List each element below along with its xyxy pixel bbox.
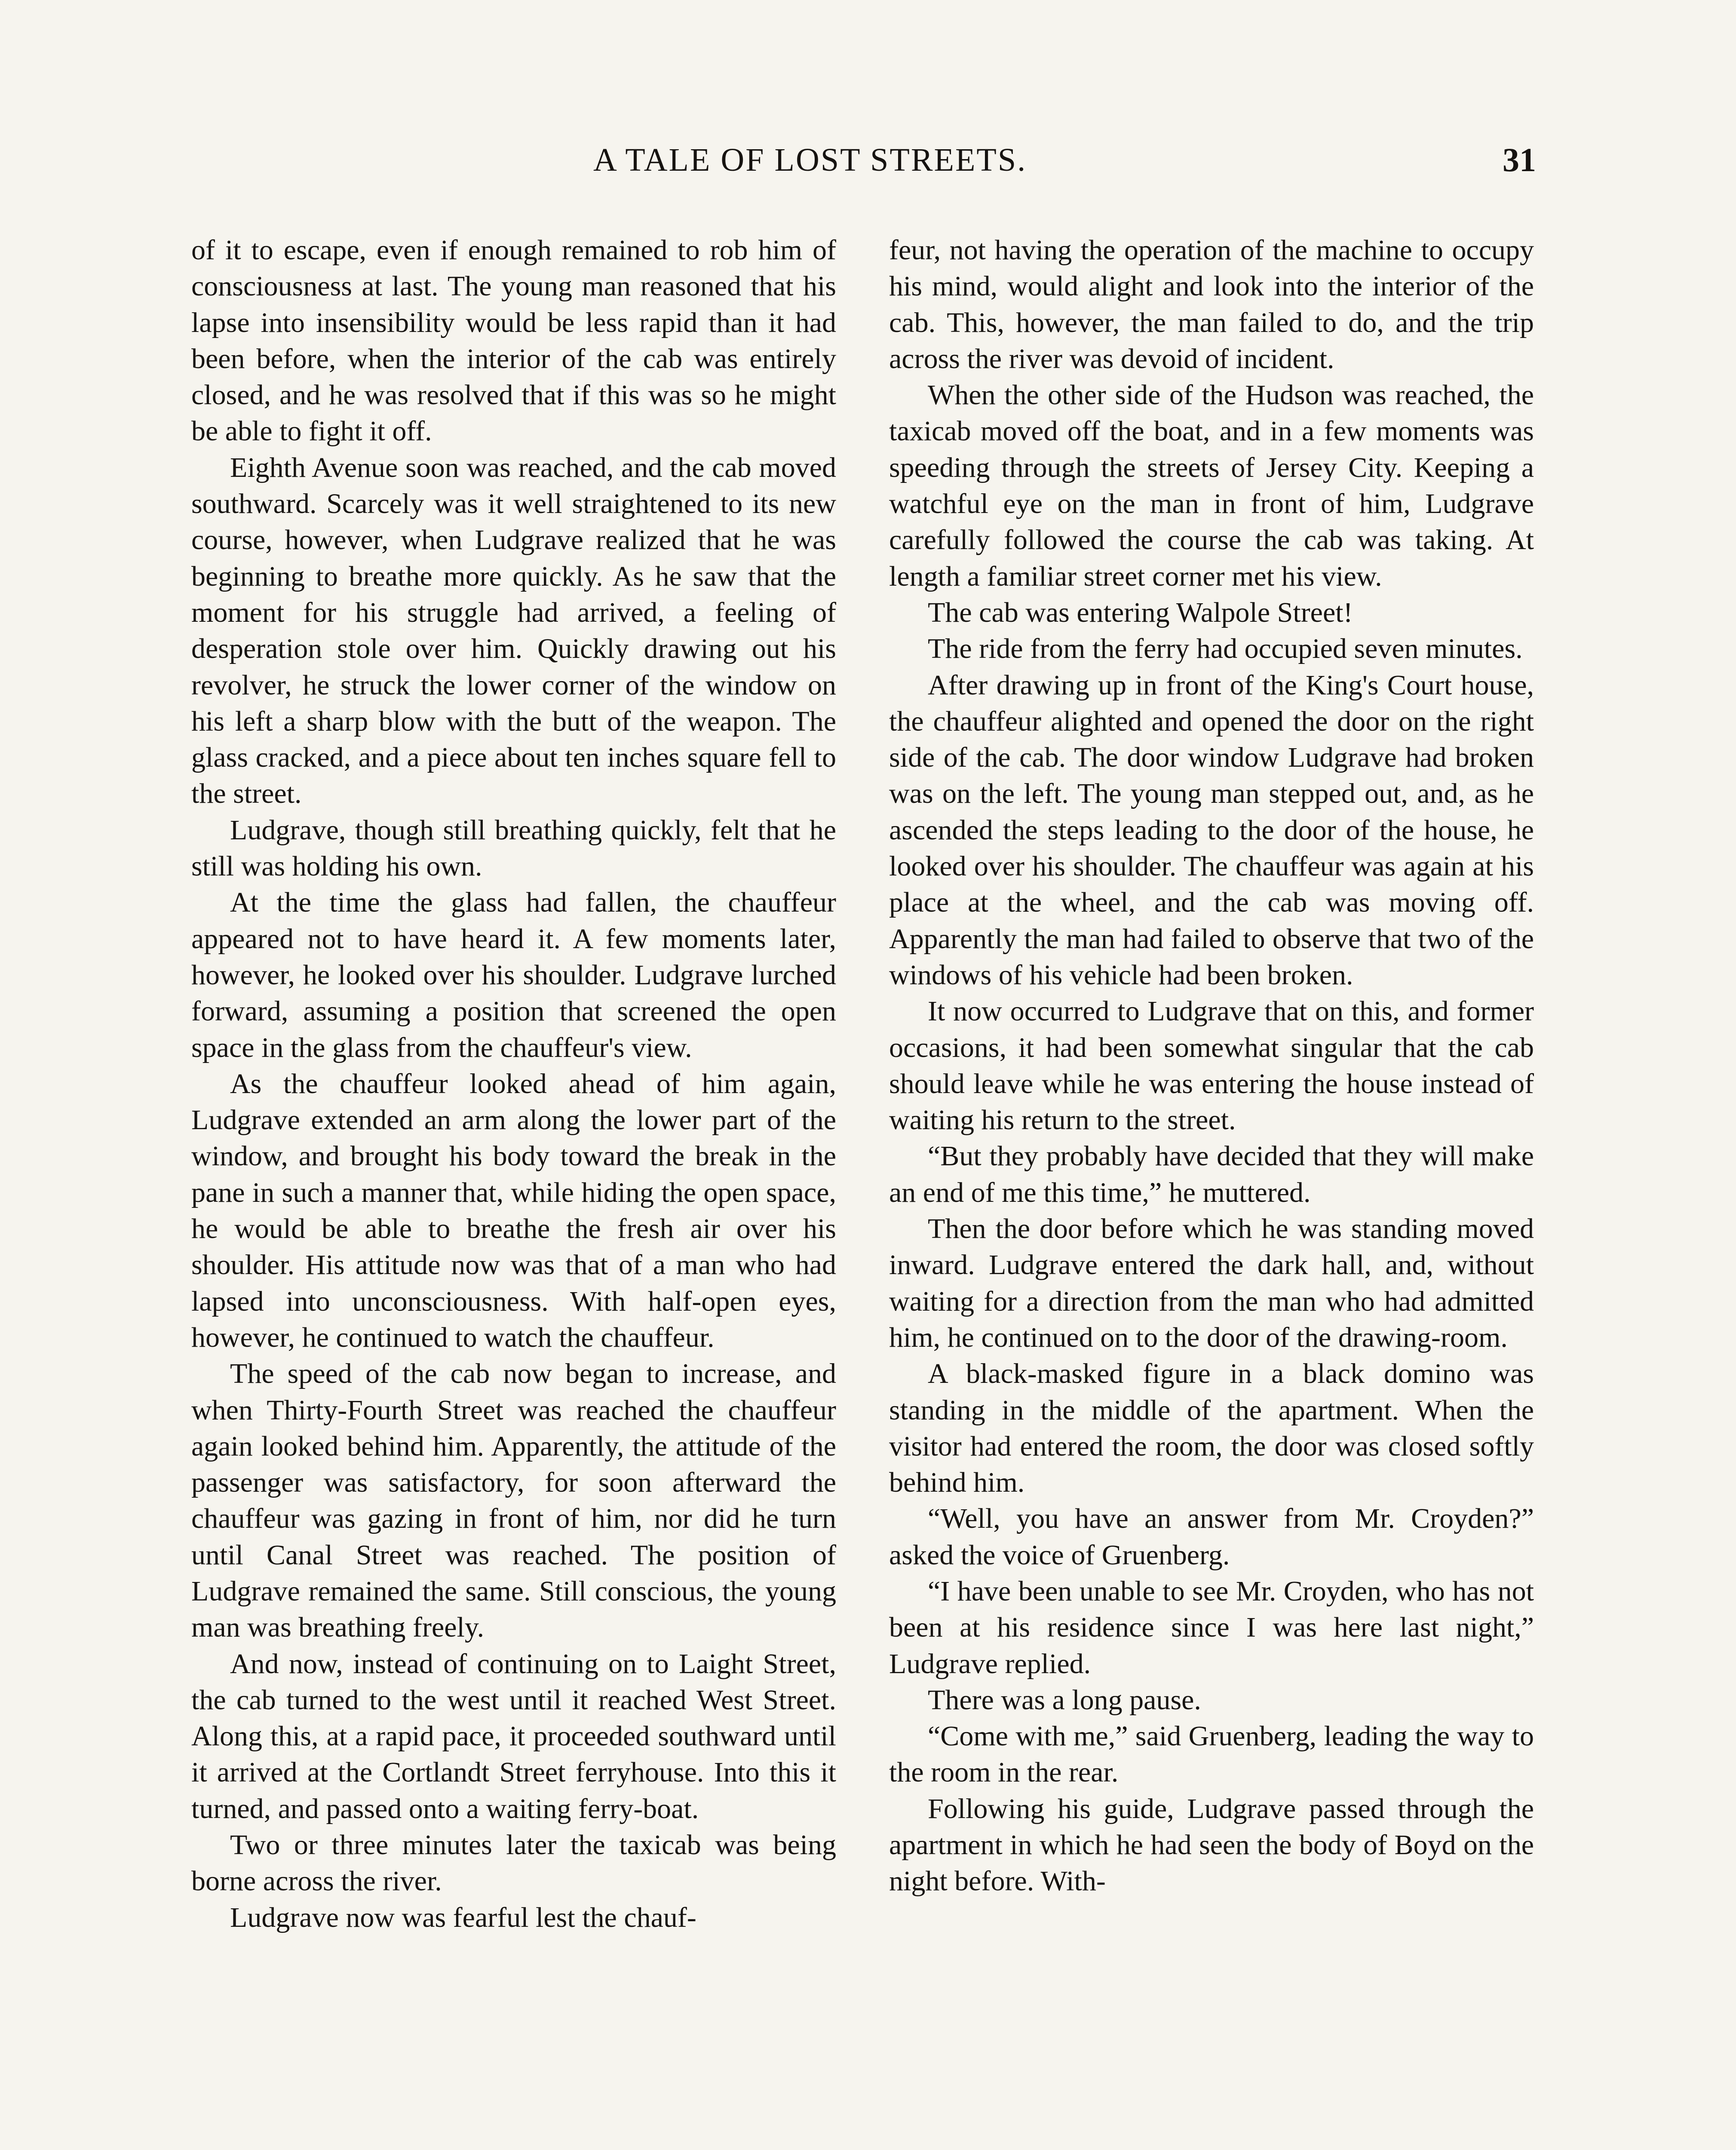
paragraph: It now occurred to Ludgrave that on this, and former occasions, it had been somewhat singular that the cab should leave while he was entering the house instead of waiting his return to the street. bbox=[889, 995, 1534, 1136]
paragraph: And now, instead of continuing on to Laight Street, the cab turned to the west until it reached West Street. Along this, at a rapid pace, it proceeded southward until it arrived at the Cortlandt Street ferryhouse. Into this it turned, and passed onto a waiting ferry-boat. bbox=[191, 1648, 836, 1824]
paragraph: The cab was entering Walpole Street! bbox=[928, 596, 1353, 628]
running-title: A TALE OF LOST STREETS. bbox=[593, 142, 1027, 178]
paragraph: When the other side of the Hudson was reached, the taxicab moved off the boat, and in a few moments was speeding through the streets of Jersey City. Keeping a watchful eye on the man in front of him, Ludgrave carefully followed the course the cab was taking. At length a familiar street corner met his view. bbox=[889, 379, 1534, 592]
text-column-left bbox=[191, 232, 836, 1936]
paragraph: Ludgrave now was fearful lest the chauf- bbox=[230, 1901, 696, 1933]
paragraph: The speed of the cab now began to increase, and when Thirty-Fourth Street was reached the chauffeur again looked behind him. Apparently, the attitude of the passenger was satisfactory, for soon afterward the chauffeur was gazing in front of him, nor did he turn until Canal Street was reached. The position of Ludgrave remained the same. Still conscious, the young man was breathing freely. bbox=[191, 1358, 836, 1643]
paragraph: There was a long pause. bbox=[928, 1684, 1201, 1716]
paragraph: Following his guide, Ludgrave passed through the apartment in which he had seen the body of Boyd on the night before. With- bbox=[889, 1793, 1534, 1897]
paragraph: At the time the glass had fallen, the chauffeur appeared not to have heard it. A few moments later, however, he looked over his shoulder. Ludgrave lurched forward, assuming a position that screened the open space in the glass from the chauffeur's view. bbox=[191, 887, 836, 1063]
paragraph: As the chauffeur looked ahead of him again, Ludgrave extended an arm along the lower part of the window, and brought his body toward the break in the pane in such a manner that, while hiding the open space, he would be able to breathe the fresh air over his shoulder. His attitude now was that of a man who had lapsed into unconsciousness. With half-open eyes, however, he continued to watch the chauffeur. bbox=[191, 1068, 836, 1353]
paragraph: The ride from the ferry had occupied seven minutes. bbox=[928, 633, 1523, 665]
page-number: 31 bbox=[1503, 141, 1536, 178]
paragraph: Ludgrave, though still breathing quickly, felt that he still was holding his own. bbox=[191, 814, 836, 882]
paragraph: of it to escape, even if enough remained to rob him of consciousness at last. The young man reasoned that his lapse into insensibility would be less rapid than it had been before, when the interior of the cab was entirely closed, and he was resolved that if this was so he might be able to fight it off. bbox=[191, 234, 836, 447]
paragraph: Eighth Avenue soon was reached, and the cab moved southward. Scarcely was it well straightened to its new course, however, when Ludgrave realized that he was beginning to breathe more quickly. As he saw that the moment for his struggle had arrived, a feeling of desperation stole over him. Quickly drawing out his revolver, he struck the lower corner of the window on his left a sharp blow with the butt of the weapon. The glass cracked, and a piece about ten inches square fell to the street. bbox=[191, 452, 836, 810]
paragraph: After drawing up in front of the King's Court house, the chauffeur alighted and opened the door on the right side of the cab. The door window Ludgrave had broken was on the left. The young man stepped out, and, as he ascended the steps leading to the door of the house, he looked over his shoulder. The chauffeur was again at his place at the wheel, and the cab was moving off. Apparently the man had failed to observe that two of the windows of his vehicle had been broken. bbox=[889, 669, 1534, 991]
paragraph: feur, not having the operation of the machine to occupy his mind, would alight and look into the interior of the cab. This, however, the man failed to do, and the trip across the river was devoid of incident. bbox=[889, 234, 1534, 375]
paragraph: Then the door before which he was standing moved inward. Ludgrave entered the dark hall, and, without waiting for a direction from the man who had admitted him, he continued on to the door of the drawing-room. bbox=[889, 1213, 1534, 1353]
text-column-right bbox=[889, 232, 1534, 1900]
paragraph: “Well, you have an answer from Mr. Croyden?” asked the voice of Gruenberg. bbox=[889, 1503, 1534, 1571]
page-header bbox=[0, 138, 1736, 190]
paragraph: A black-masked figure in a black domino was standing in the middle of the apartment. When the visitor had entered the room, the door was closed softly behind him. bbox=[889, 1358, 1534, 1499]
paragraph: “Come with me,” said Gruenberg, leading the way to the room in the rear. bbox=[889, 1720, 1534, 1788]
paragraph: “But they probably have decided that they will make an end of me this time,” he muttered. bbox=[889, 1140, 1534, 1208]
paragraph: “I have been unable to see Mr. Croyden, who has not been at his residence since I was here last night,” Ludgrave replied. bbox=[889, 1575, 1534, 1680]
paragraph: Two or three minutes later the taxicab was being borne across the river. bbox=[191, 1829, 836, 1897]
